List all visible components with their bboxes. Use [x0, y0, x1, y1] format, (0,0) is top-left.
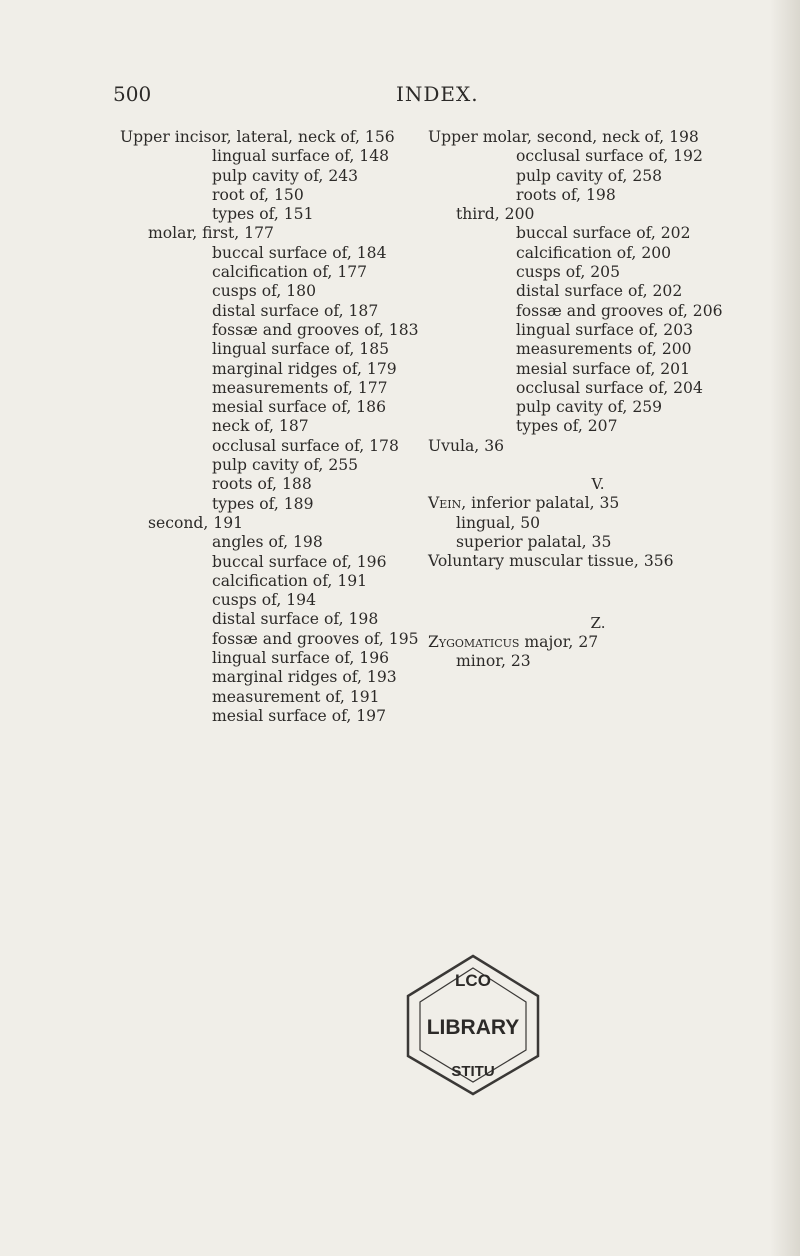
index-entry: superior palatal, 35: [456, 532, 612, 551]
index-entry: types of, 151: [212, 205, 314, 224]
index-entry: fossæ and grooves of, 206: [516, 301, 723, 320]
index-entry: calcification of, 191: [212, 571, 368, 590]
running-head: INDEX.: [396, 82, 479, 106]
index-entry: pulp cavity of, 259: [516, 398, 663, 417]
index-entry: pulp cavity of, 255: [212, 456, 359, 475]
index-entry: calcification of, 200: [516, 243, 672, 262]
index-entry: lingual surface of, 196: [212, 649, 390, 668]
index-column-left: [120, 128, 419, 726]
index-entry: fossæ and grooves of, 183: [212, 320, 419, 339]
index-entry-lead: Vein: [428, 494, 462, 513]
index-entry: buccal surface of, 196: [212, 552, 387, 571]
index-section-v: [428, 494, 723, 571]
index-entry: lingual surface of, 185: [212, 340, 390, 359]
index-entry: cusps of, 180: [212, 282, 317, 301]
index-entry: minor, 23: [456, 652, 531, 671]
index-entry-rest: , inferior palatal, 35: [461, 494, 620, 513]
index-entry: molar, first, 177: [148, 224, 274, 243]
index-section-z: [428, 633, 723, 672]
index-entry: third, 200: [456, 205, 535, 224]
index-entry: occlusal surface of, 204: [516, 378, 703, 397]
index-entry: calcification of, 177: [212, 263, 368, 282]
index-entry: angles of, 198: [212, 533, 323, 552]
index-entry-rest: major, 27: [519, 632, 599, 651]
index-entry: lingual, 50: [456, 513, 541, 532]
index-entry-lead: Zygomaticus: [428, 632, 520, 651]
index-entry: cusps of, 194: [212, 591, 317, 610]
section-heading-z: Z.: [590, 613, 606, 632]
index-entry: types of, 189: [212, 494, 314, 513]
index-entry: Upper molar, second, neck of, 198: [428, 128, 699, 146]
index-entry: Uvula, 36: [428, 436, 505, 455]
index-entry: lingual surface of, 203: [516, 320, 694, 339]
index-entry: [428, 633, 723, 652]
index-entry: Upper incisor, lateral, neck of, 156: [120, 128, 395, 146]
stamp-center-text: LIBRARY: [426, 1016, 520, 1039]
page-edge-shadow: [770, 0, 800, 1256]
index-entry: measurement of, 191: [212, 687, 380, 706]
index-entry: occlusal surface of, 192: [516, 147, 703, 166]
index-entry: root of, 150: [212, 185, 304, 204]
index-entry: marginal ridges of, 193: [212, 668, 397, 687]
index-entry: measurements of, 200: [516, 340, 692, 359]
index-entry: neck of, 187: [212, 417, 309, 436]
index-entry: measurements of, 177: [212, 378, 388, 397]
index-entry: Voluntary muscular tissue, 356: [428, 552, 674, 571]
index-entry: marginal ridges of, 179: [212, 359, 397, 378]
library-stamp: [398, 948, 548, 1098]
index-entry: occlusal surface of, 178: [212, 436, 399, 455]
index-entry: pulp cavity of, 243: [212, 166, 359, 185]
index-section-u-continued: [428, 128, 723, 456]
index-entry: mesial surface of, 197: [212, 706, 387, 725]
index-entry: lingual surface of, 148: [212, 147, 390, 166]
index-entry: cusps of, 205: [516, 263, 621, 282]
index-entry: buccal surface of, 184: [212, 243, 387, 262]
stamp-top-text: LCO: [455, 971, 491, 990]
index-entry: distal surface of, 187: [212, 301, 379, 320]
index-entry: mesial surface of, 186: [212, 398, 387, 417]
section-heading-v: V.: [591, 475, 605, 494]
index-entry: fossæ and grooves of, 195: [212, 629, 419, 648]
index-entry: pulp cavity of, 258: [516, 166, 663, 185]
page-number: 500: [113, 82, 152, 106]
index-entry: mesial surface of, 201: [516, 359, 691, 378]
index-entry: [428, 494, 723, 513]
index-entry: types of, 207: [516, 417, 618, 436]
index-entry: second, 191: [148, 513, 244, 532]
index-entry: distal surface of, 198: [212, 610, 379, 629]
index-entry: distal surface of, 202: [516, 282, 683, 301]
index-column-right: [428, 128, 723, 671]
stamp-bottom-text: STITU: [451, 1063, 495, 1080]
index-entry: roots of, 188: [212, 475, 312, 494]
index-entry: buccal surface of, 202: [516, 224, 691, 243]
library-stamp-icon: [398, 948, 548, 1098]
index-entry: roots of, 198: [516, 185, 616, 204]
